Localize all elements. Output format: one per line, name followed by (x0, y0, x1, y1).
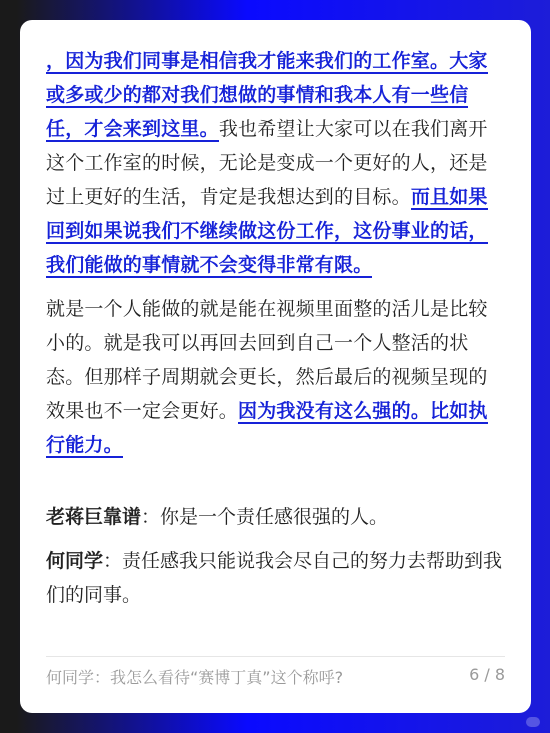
highlight-1: ，因为我们同事是相信我才能来我们的工作室。大家或多或少的都对我们想做的事情和我本人有一些信任，才会来到这里。 (46, 50, 488, 140)
speaker-name: 老蒋巨靠谱 (46, 506, 142, 528)
highlight-2: 而且如果回到如果说我们不继续做这份工作，这份事业的话，我们能做的事情就不会变得非常有限。 (46, 186, 488, 276)
dialog-line-1 (46, 500, 505, 534)
dialog-text: ：你是一个责任感很强的人。 (141, 506, 389, 528)
spacer (46, 462, 505, 500)
dialog-line-2 (46, 544, 505, 612)
paragraph-1 (46, 44, 505, 282)
watermark-icon (526, 717, 540, 727)
content-card (20, 20, 531, 713)
paragraph-1-text: 我也希望让大家可以在我们离开这个工作室的时候，无论是变成一个更好的人，还是过上更好的生活，肯定是我想达到的目标。 (46, 118, 488, 208)
highlight-3: 因为我没有这么强的。比如执行能力。 (46, 400, 488, 456)
dialog-text: ：责任感我只能说我会尽自己的努力去帮助到我们的同事。 (46, 550, 503, 606)
speaker-name: 何同学 (46, 550, 104, 572)
paragraph-2 (46, 292, 505, 462)
footer (46, 656, 505, 688)
footer-caption: 何同学：我怎么看待“赛博丁真”这个称呼? (46, 668, 344, 687)
paragraph-2-text: 就是一个人能做的就是能在视频里面整的活儿是比较小的。就是我可以再回去回到自己一个人整活的状态。但那样子周期就会更长，然后最后的视频呈现的效果也不一定会更好。 (46, 298, 488, 422)
page-indicator: 6 / 8 (469, 665, 505, 684)
